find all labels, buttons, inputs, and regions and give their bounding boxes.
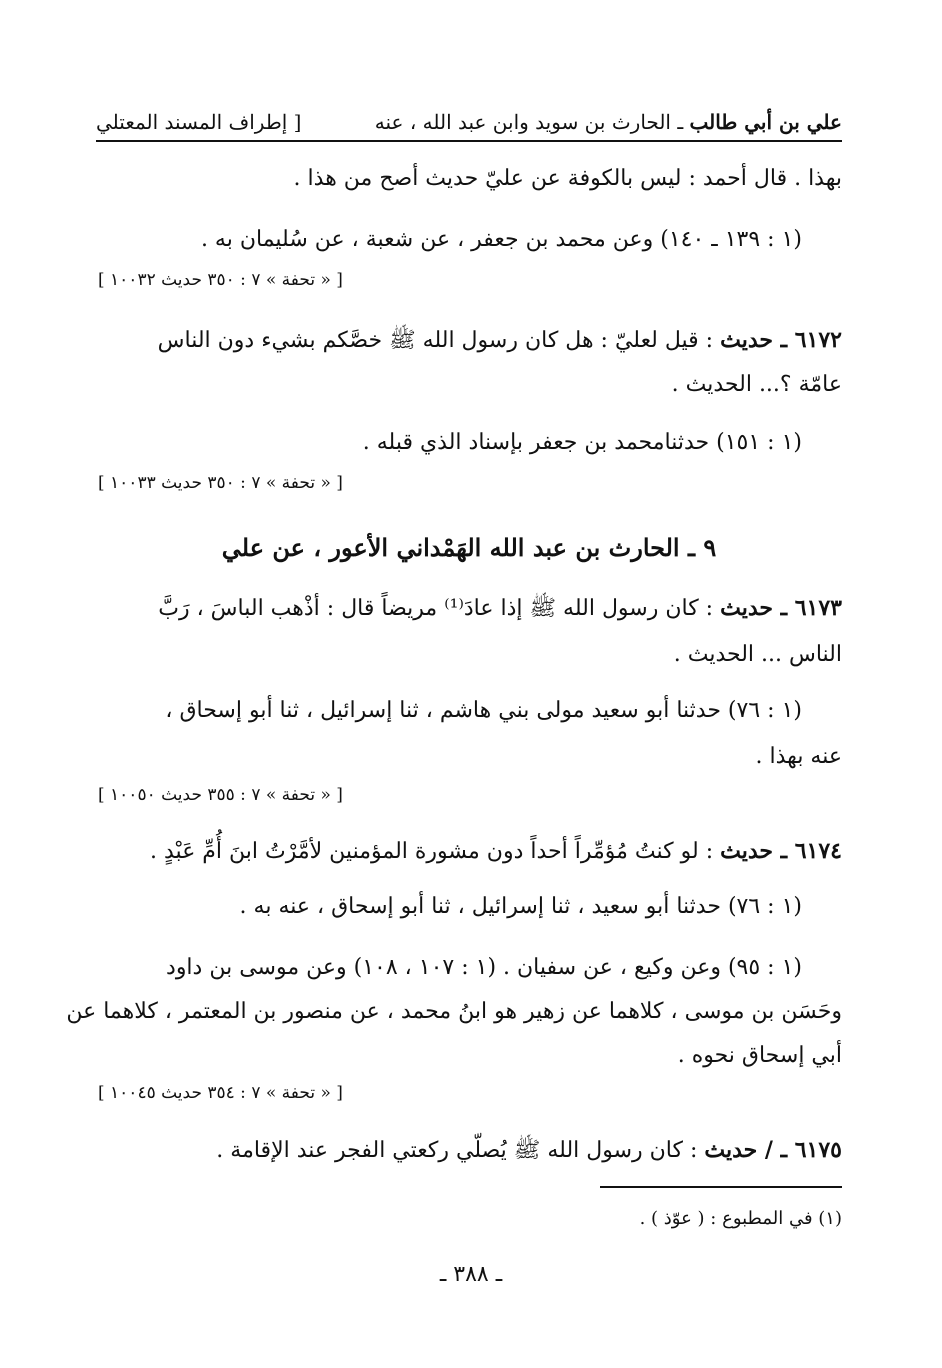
isnad-line: أبي إسحاق نحوه . bbox=[677, 1043, 842, 1068]
hadith-continuation: عامّة ؟... الحديث . bbox=[671, 372, 842, 397]
isnad-line: (١ : ٧٦) حدثنا أبو سعيد مولى بني هاشم ، ثنا إسرائيل ، ثنا أبو إسحاق ، bbox=[165, 698, 802, 723]
hadith-6175 bbox=[216, 1136, 842, 1168]
hadith-6172 bbox=[158, 326, 842, 358]
hadith-continuation: الناس ... الحديث . bbox=[673, 642, 842, 667]
hadith-keyword: ـ حديث bbox=[720, 595, 795, 621]
header-title bbox=[375, 104, 842, 140]
running-header bbox=[96, 104, 842, 142]
isnad-line: (١ : ١٥١) حدثنامحمد بن جعفر بإسناد الذي قبله . bbox=[362, 430, 802, 455]
hadith-number: ٦١٧٤ bbox=[794, 838, 842, 864]
isnad-line: وحَسَن بن موسى ، كلاهما عن زهير هو ابنُ محمد ، عن منصور بن المعتمر ، كلاهما عن bbox=[66, 999, 842, 1024]
tuhfa-reference: [ « تحفة » ٧ : ٣٥٤ حديث ١٠٠٤٥ ] bbox=[98, 1083, 343, 1103]
isnad-line: عنه بهذا . bbox=[755, 744, 842, 769]
hadith-keyword: ـ / حديث bbox=[704, 1137, 795, 1163]
page-number: ـ ٣٨٨ ـ bbox=[439, 1262, 503, 1287]
section-title: ٩ ـ الحارث بن عبد الله الهَمْداني الأعور ، عن علي bbox=[221, 533, 717, 562]
hadith-text: : قيل لعليّ : هل كان رسول الله ﷺ خصَّكم بشيء دون الناس bbox=[157, 328, 721, 353]
tuhfa-reference: [ « تحفة » ٧ : ٣٥٠ حديث ١٠٠٣٣ ] bbox=[98, 473, 343, 493]
hadith-keyword: ـ حديث bbox=[720, 838, 795, 864]
tuhfa-reference: [ « تحفة » ٧ : ٣٥٠ حديث ١٠٠٣٢ ] bbox=[98, 270, 343, 290]
isnad-line: (١ : ١٣٩ ـ ١٤٠) وعن محمد بن جعفر ، عن شعبة ، عن سُليمان به . bbox=[200, 227, 802, 252]
header-book-name: [ إطراف المسند المعتلي bbox=[96, 110, 302, 134]
isnad-line: (١ : ٩٥) وعن وكيع ، عن سفيان . (١ : ١٠٧ ، ١٠٨) وعن موسى بن داود bbox=[166, 955, 802, 980]
hadith-6174 bbox=[150, 838, 842, 864]
footnote: (١) في المطبوع : ( عوّذ ) . bbox=[639, 1208, 842, 1229]
hadith-text: : كان رسول الله ﷺ إذا عادَ⁽¹⁾ مريضاً قال : أذْهب الباسَ ، رَبَّ bbox=[158, 596, 721, 621]
hadith-text: : لو كنتُ مُؤمِّراً أحداً دون مشورة المؤمنين لأمَّرْتُ ابنَ أُمِّ عَبْدٍ . bbox=[150, 839, 721, 864]
hadith-6173 bbox=[158, 594, 842, 626]
tuhfa-reference: [ « تحفة » ٧ : ٣٥٥ حديث ١٠٠٥٠ ] bbox=[98, 785, 343, 805]
text-line: بهذا . قال أحمد : ليس بالكوفة عن عليّ حديث أصح من هذا . bbox=[293, 166, 842, 191]
hadith-keyword: ـ حديث bbox=[720, 327, 795, 353]
hadith-number: ٦١٧٢ bbox=[794, 327, 842, 353]
footnote-divider bbox=[600, 1186, 842, 1188]
isnad-line: (١ : ٧٦) حدثنا أبو سعيد ، ثنا إسرائيل ، ثنا أبو إسحاق ، عنه به . bbox=[239, 894, 802, 919]
header-chain: ـ الحارث بن سويد وابن عبد الله ، عنه bbox=[374, 110, 690, 134]
hadith-number: ٦١٧٥ bbox=[794, 1137, 842, 1163]
hadith-text: : كان رسول الله ﷺ يُصلّي ركعتي الفجر عند الإقامة . bbox=[216, 1138, 705, 1163]
hadith-number: ٦١٧٣ bbox=[794, 595, 842, 621]
header-author: علي بن أبي طالب bbox=[689, 110, 842, 134]
